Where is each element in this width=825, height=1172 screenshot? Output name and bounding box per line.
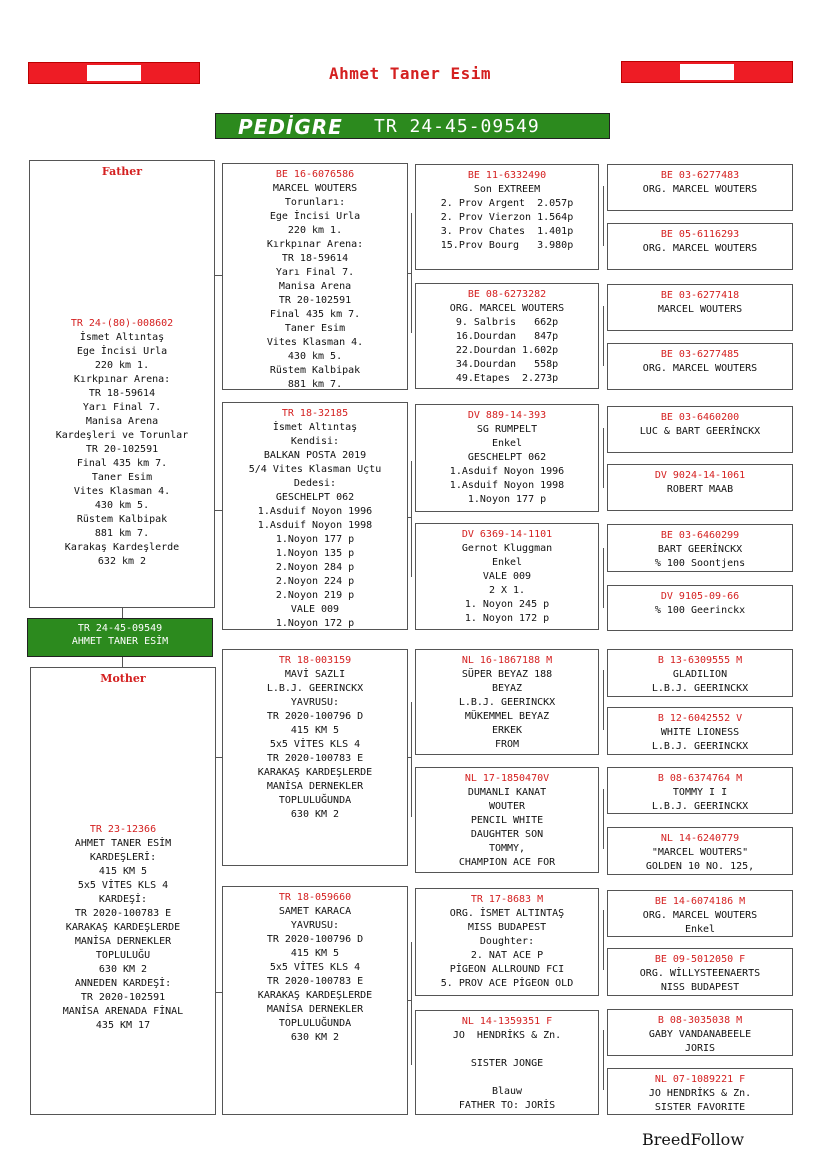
pedigree-line: 22.Dourdan 1.602p [455,345,559,356]
pedigree-line: AHMET TANER ESİM [74,838,172,849]
pedigree-line: JO HENDRİKS & Zn. [648,1088,752,1099]
pedigree-line: GESCHELPT 062 [275,492,355,503]
pedigree-line: NISS BUDAPEST [660,982,740,993]
pedigree-line: FATHER TO: JORİS [458,1100,556,1111]
pedigree-line: Ege İncisi Urla [269,211,361,222]
pedigree-line: SG RUMPELT [476,424,538,435]
ancestor-box [607,223,793,270]
pedigree-line: 2. Prov Argent 2.057p [440,198,574,209]
pedigree-line: L.B.J. GEERINCKX [651,683,749,694]
pedigree-line: 2. NAT ACE P [470,950,544,961]
flag-right [621,61,793,83]
ring-number: TR 18-32185 [281,408,349,419]
ancestor-box [607,524,793,572]
pedigree-line: ERKEK [491,725,523,736]
ancestor-box [607,164,793,211]
pedigree-line: 1.Asduif Noyon 1996 [257,506,373,517]
pedigree-line: KARAKAŞ KARDEŞLERDE [257,990,373,1001]
pedigree-line: "MARCEL WOUTERS" [651,847,749,858]
ancestor-box [607,649,793,697]
grandparent-box [222,886,408,1115]
flag-left [28,62,200,84]
pedigree-line: Rüstem Kalbipak [269,365,361,376]
pedigree-line: 1.Noyon 177 p [467,494,547,505]
pedigree-line: Torunları: [284,197,346,208]
ancestor-box [607,406,793,453]
pedigree-line: 34.Dourdan 558p [455,359,559,370]
pedigree-line: Karakaş Kardeşlerde [64,542,180,553]
pedigree-line: TR 2020-102591 [80,992,166,1003]
great-grandparent-box [415,1010,599,1115]
pedigree-line: SÜPER BEYAZ 188 [461,669,553,680]
pedigree-line: ORG. MARCEL WOUTERS [642,184,758,195]
ring-number: BE 14-6074186 M [654,896,746,907]
ring-number: TR 18-003159 [278,655,352,666]
grandparent-box [222,163,408,390]
pedigree-line: DAUGHTER SON [470,829,544,840]
pedigree-line: TR 20-102591 [85,444,159,455]
pedigree-line: Enkel [684,924,716,935]
pedigree-line: DUMANLI KANAT [467,787,547,798]
ring-number: TR 17-8683 M [470,894,544,905]
pedigree-line: YAVRUSU: [290,920,340,931]
pedigree-line: TR 2020-100796 D [266,711,364,722]
pedigree-line: Enkel [491,557,523,568]
pedigree-line: 1.Noyon 177 p [275,534,355,545]
pedigree-line: MARCEL WOUTERS [657,304,743,315]
ring-number: B 08-6374764 M [657,773,743,784]
pedigree-line: L.B.J. GEERINCKX [266,683,364,694]
pedigree-line: 5x5 VİTES KLS 4 [269,962,361,973]
ancestor-box [607,948,793,996]
pedigree-line: JO HENDRİKS & Zn. [452,1030,562,1041]
pedigree-line: L.B.J. GEERINCKX [651,801,749,812]
pedigree-line: L.B.J. GEERINCKX [458,697,556,708]
pedigree-line [416,1071,598,1085]
pedigree-line: TR 2020-100783 E [266,753,364,764]
pedigree-line: VALE 009 [482,571,532,582]
father-label: Father [101,165,143,178]
mother-ring: TR 23-12366 [89,824,157,835]
pedigree-line: 630 KM 2 [290,1032,340,1043]
subject-name: AHMET TANER ESİM [71,636,169,647]
ring-number: BE 03-6277485 [660,349,740,360]
pedigree-line: Kardeşleri ve Torunlar [55,430,189,441]
pedigree-line: ORG. WİLLYSTEENAERTS [639,968,761,979]
ring-number: BE 09-5012050 F [654,954,746,965]
ancestor-box [607,1068,793,1115]
ring-number: DV 9105-09-66 [660,591,740,602]
pedigree-line: Son EXTREEM [473,184,541,195]
pedigree-line: Kırkpınar Arena: [73,374,171,385]
grandparent-box [222,402,408,630]
ring-number: B 08-3035038 M [657,1015,743,1026]
pedigree-line: JORIS [684,1043,716,1054]
pedigree-line: 430 km 5. [287,351,343,362]
pedigree-line: Enkel [491,438,523,449]
pedigree-line: 1.Asduif Noyon 1998 [449,480,565,491]
pedigree-line: 2.Noyon 219 p [275,590,355,601]
pedigree-line: Manisa Arena [278,281,352,292]
pedigree-line: Ege İncisi Urla [76,346,168,357]
pedigree-line: 220 km 1. [94,360,150,371]
ancestor-box [607,464,793,511]
pedigree-line: Vites Klasman 4. [266,337,364,348]
ancestor-box [607,707,793,755]
pedigree-line: BART GEERİNCKX [657,544,743,555]
pedigree-line: 1. Noyon 172 p [464,613,550,624]
ancestor-box [607,890,793,937]
pedigree-line: TOPLULUĞUNDA [278,1018,352,1029]
pedigree-line: Final 435 km 7. [269,309,361,320]
pedigree-line: İsmet Altıntaş [79,332,165,343]
pedigree-line: 2.Noyon 224 p [275,576,355,587]
pedigree-line: 881 km 7. [94,528,150,539]
pedigree-line: L.B.J. GEERINCKX [651,741,749,752]
ring-number: NL 14-6240779 [660,833,740,844]
pedigree-line: ORG. MARCEL WOUTERS [642,363,758,374]
pedigree-line: 49.Etapes 2.273p [455,373,559,384]
pedigree-line: İsmet Altıntaş [272,422,358,433]
pedigree-line: 1.Asduif Noyon 1998 [257,520,373,531]
pedigree-line: Yarı Final 7. [275,267,355,278]
pedigree-line: 16.Dourdan 847p [455,331,559,342]
pedigree-line: MARCEL WOUTERS [272,183,358,194]
ring-number: DV 6369-14-1101 [461,529,553,540]
pedigree-line: 632 km 2 [97,556,147,567]
pedigree-line: Kırkpınar Arena: [266,239,364,250]
pedigree-line: 415 KM 5 [290,948,340,959]
pedigree-line: WOUTER [488,801,526,812]
ring-number: BE 05-6116293 [660,229,740,240]
pedigree-line: 3. Prov Chates 1.401p [440,226,574,237]
great-grandparent-box [415,283,599,389]
pedigree-line: ORG. İSMET ALTINTAŞ [449,908,565,919]
ring-number: BE 16-6076586 [275,169,355,180]
pedigree-line: 1.Noyon 135 p [275,548,355,559]
pedigree-line: 5. PROV ACE PİGEON OLD [440,978,574,989]
pedigree-line: 9. Salbris 662p [455,317,559,328]
pedigree-line: SISTER FAVORITE [654,1102,746,1113]
pedigree-line: BALKAN POSTA 2019 [263,450,367,461]
ring-number: DV 9024-14-1061 [654,470,746,481]
pedigree-line: 1.Noyon 172 p [275,618,355,629]
pedigree-line: Doughter: [479,936,535,947]
ring-number: NL 16-1867188 M [461,655,553,666]
pedigree-line: 2. Prov Vierzon 1.564p [440,212,574,223]
pedigree-line: PİGEON ALLROUND FCI [449,964,565,975]
pedigree-line: GLADILION [672,669,728,680]
pedigree-line: 435 KM 17 [95,1020,151,1031]
pedigree-line: Kendisi: [290,436,340,447]
pedigree-line: TR 2020-100783 E [266,976,364,987]
pedigree-line: Blauw [491,1086,523,1097]
pedigree-line: KARDEŞLERİ: [89,852,157,863]
ancestor-box [607,767,793,814]
ring-number: BE 03-6460299 [660,530,740,541]
pedigree-line: ORG. MARCEL WOUTERS [642,243,758,254]
title-banner [215,113,610,139]
pedigree-line: TR 2020-100783 E [74,908,172,919]
pedigree-line: 1.Asduif Noyon 1996 [449,466,565,477]
ancestor-box [607,827,793,875]
pedigree-line: ROBERT MAAB [666,484,734,495]
pedigree-line [416,1043,598,1057]
great-grandparent-box [415,404,599,512]
ring-number: BE 11-6332490 [467,170,547,181]
pedigree-line: ORG. MARCEL WOUTERS [642,910,758,921]
great-grandparent-box [415,767,599,873]
pedigree-line: MISS BUDAPEST [467,922,547,933]
pedigree-line: ORG. MARCEL WOUTERS [449,303,565,314]
pedigree-line: 1. Noyon 245 p [464,599,550,610]
ring-number: BE 08-6273282 [467,289,547,300]
pedigree-line: MANİSA DERNEKLER [74,936,172,947]
pedigree-line: Manisa Arena [85,416,159,427]
ring-number: BE 03-6460200 [660,412,740,423]
subject-box [27,618,213,657]
great-grandparent-box [415,649,599,755]
pedigree-line: 15.Prov Bourg 3.980p [440,240,574,251]
pedigree-line: MAVİ SAZLI [284,669,346,680]
pedigree-line: 5x5 VİTES KLS 4 [77,880,169,891]
great-grandparent-box [415,523,599,630]
great-grandparent-box [415,164,599,270]
pedigree-line: Taner Esim [91,472,153,483]
pedigree-line: 2 X 1. [488,585,526,596]
pedigree-line: % 100 Soontjens [654,558,746,569]
pedigree-line: GOLDEN 10 NO. 125, [645,861,755,872]
mother-box [30,667,216,1115]
father-box [29,160,215,608]
grandparent-box [222,649,408,866]
pedigree-line: KARAKAŞ KARDEŞLERDE [257,767,373,778]
ancestor-box [607,585,793,631]
mother-label: Mother [100,672,146,685]
father-lines [30,331,214,569]
pedigree-line: TR 2020-100796 D [266,934,364,945]
ring-number: TR 18-059660 [278,892,352,903]
pedigree-line: BEYAZ [491,683,523,694]
pedigree-line: TOMMY I I [672,787,728,798]
pedigree-line: PENCIL WHITE [470,815,544,826]
pedigree-line: 5x5 VİTES KLS 4 [269,739,361,750]
ring-number: B 13-6309555 M [657,655,743,666]
pedigree-line: TOPLULUĞU [95,950,151,961]
ring-number: NL 07-1089221 F [654,1074,746,1085]
pedigree-line: GESCHELPT 062 [467,452,547,463]
pedigree-line: ANNEDEN KARDEŞİ: [74,978,172,989]
pedigree-line: Taner Esim [284,323,346,334]
pedigree-line: FROM [494,739,520,750]
pedigree-line: MÜKEMMEL BEYAZ [464,711,550,722]
ring-number: BE 03-6277418 [660,290,740,301]
father-ring: TR 24-(80)-008602 [70,318,174,329]
pedigree-line: SAMET KARACA [278,906,352,917]
pedigree-line: 220 km 1. [287,225,343,236]
pedigree-line: 881 km 7. [287,379,343,390]
pedigree-line: VALE 009 [290,604,340,615]
pedigree-line: 415 KM 5 [98,866,148,877]
pedigree-line: Yarı Final 7. [82,402,162,413]
pedigree-line: CHAMPION ACE FOR [458,857,556,868]
pedigree-line: TR 18-59614 [88,388,156,399]
ring-number: B 12-6042552 V [657,713,743,724]
pedigree-line: 415 KM 5 [290,725,340,736]
pedigree-line: 630 KM 2 [98,964,148,975]
pedigree-line: Final 435 km 7. [76,458,168,469]
pedigree-line: MANİSA DERNEKLER [266,1004,364,1015]
pedigree-line: Gernot Kluggman [461,543,553,554]
subject-ring: TR 24-45-09549 [77,623,163,634]
ancestor-box [607,1009,793,1056]
pedigree-line: GABY VANDANABEELE [648,1029,752,1040]
pedigree-label: PEDİGRE [238,115,343,139]
mother-lines [31,837,215,1033]
ring-number: DV 889-14-393 [467,410,547,421]
pedigree-line: % 100 Geerinckx [654,605,746,616]
pedigree-line: TR 20-102591 [278,295,352,306]
pedigree-line: 5/4 Vites Klasman Uçtu [248,464,382,475]
owner-name: Ahmet Taner Esim [328,64,492,83]
pedigree-line: SISTER JONGE [470,1058,544,1069]
pedigree-line: 2.Noyon 284 p [275,562,355,573]
pedigree-line: 430 km 5. [94,500,150,511]
ancestor-box [607,284,793,331]
ring-number: BE 03-6277483 [660,170,740,181]
pedigree-line: KARDEŞİ: [98,894,148,905]
pedigree-line: TOMMY, [488,843,526,854]
banner-ring: TR 24-45-09549 [374,116,540,137]
pedigree-line: MANİSA DERNEKLER [266,781,364,792]
pedigree-line: LUC & BART GEERİNCKX [639,426,761,437]
great-grandparent-box [415,888,599,996]
pedigree-line: TOPLULUĞUNDA [278,795,352,806]
ring-number: NL 14-1359351 F [461,1016,553,1027]
brand-logo: BreedFollow [642,1130,745,1149]
pedigree-line: YAVRUSU: [290,697,340,708]
pedigree-line: WHITE LIONESS [660,727,740,738]
ring-number: NL 17-1850470V [464,773,550,784]
ancestor-box [607,343,793,390]
pedigree-line: Rüstem Kalbipak [76,514,168,525]
pedigree-line: 630 KM 2 [290,809,340,820]
pedigree-line: Vites Klasman 4. [73,486,171,497]
pedigree-line: Dedesi: [293,478,337,489]
pedigree-line: KARAKAŞ KARDEŞLERDE [65,922,181,933]
pedigree-line: TR 18-59614 [281,253,349,264]
pedigree-line: MANİSA ARENADA FİNAL [62,1006,184,1017]
